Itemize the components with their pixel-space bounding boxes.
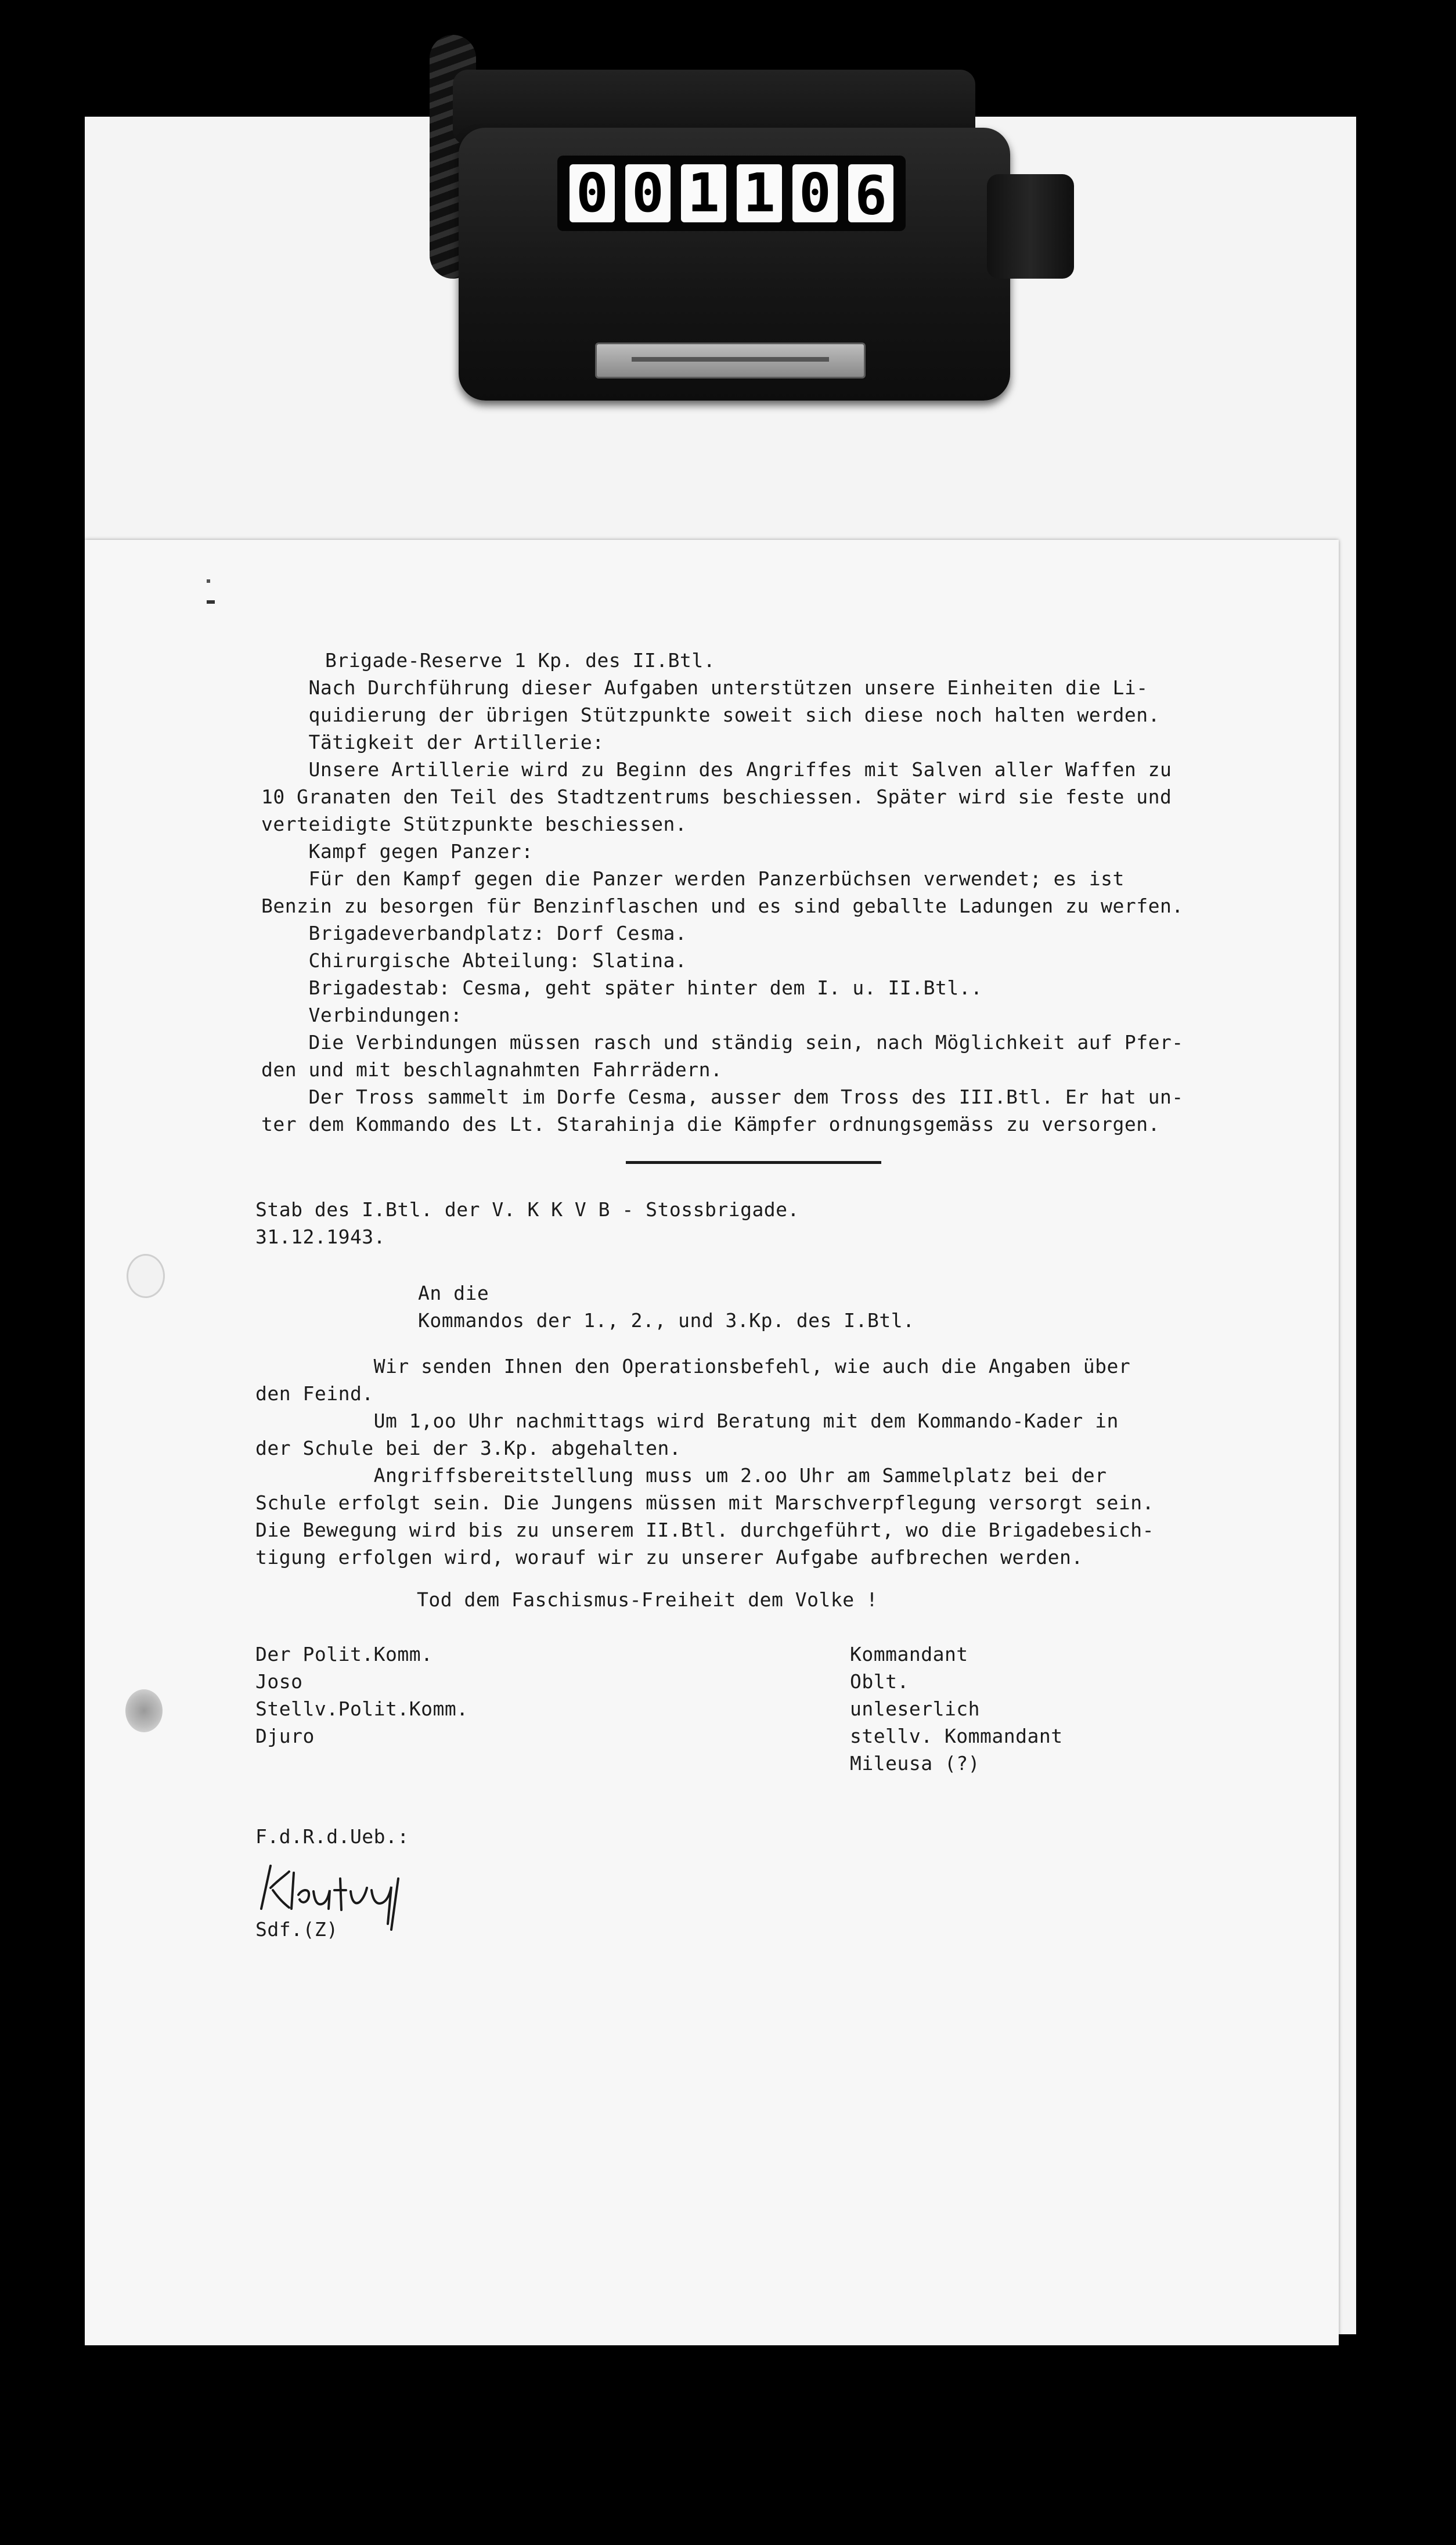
counter-digit: 1 — [681, 164, 726, 222]
letter-header: Stab des I.Btl. der V. K K V B - Stossbrigade. — [255, 1198, 799, 1221]
signature-line: Kommandant — [850, 1643, 968, 1666]
signature-line: Joso — [255, 1670, 303, 1693]
punch-hole — [125, 1689, 163, 1732]
reference-label: Sdf.(Z) — [255, 1918, 338, 1941]
signature-line: Stellv.Polit.Komm. — [255, 1697, 468, 1720]
text-line: ter dem Kommando des Lt. Starahinja die Kämpfer ordnungsgemäss zu versorgen. — [261, 1113, 1160, 1135]
page-mark — [207, 600, 215, 604]
counter-digit: 0 — [792, 164, 838, 222]
counter-digit: 9 — [848, 164, 893, 222]
text-line: der Schule bei der 3.Kp. abgehalten. — [255, 1437, 682, 1459]
text-line: den und mit beschlagnahmten Fahrrädern. — [261, 1058, 723, 1081]
counter-digit: 0 — [625, 164, 671, 222]
signature-line: Oblt. — [850, 1670, 909, 1693]
text-line: Verbindungen: — [261, 1004, 463, 1026]
text-line: Brigadeverbandplatz: Dorf Cesma. — [261, 922, 687, 945]
text-line: Wir senden Ihnen den Operationsbefehl, wie auch die Angaben über — [255, 1355, 1131, 1378]
text-line: Nach Durchführung dieser Aufgaben unterstützen unsere Einheiten die Li- — [261, 676, 1148, 699]
counter-knob — [987, 174, 1074, 279]
page-mark — [207, 579, 210, 583]
text-line: tigung erfolgen wird, worauf wir zu unserer Aufgabe aufbrechen werden. — [255, 1546, 1083, 1569]
signature-line: unleserlich — [850, 1697, 981, 1720]
text-line: 10 Granaten den Teil des Stadtzentrums beschiessen. Später wird sie feste und — [261, 785, 1172, 808]
punch-hole — [127, 1254, 165, 1298]
text-line: Schule erfolgt sein. Die Jungens müssen mit Marschverpflegung versorgt sein. — [255, 1491, 1154, 1514]
signature-line: Djuro — [255, 1725, 315, 1747]
text-line: Der Tross sammelt im Dorfe Cesma, ausser dem Tross des III.Btl. Er hat un- — [261, 1086, 1184, 1108]
text-line: Die Verbindungen müssen rasch und ständig sein, nach Möglichkeit auf Pfer- — [261, 1031, 1184, 1054]
signature-line: Der Polit.Komm. — [255, 1643, 433, 1666]
text-line: Chirurgische Abteilung: Slatina. — [261, 949, 687, 972]
counter-digit: 0 — [570, 164, 615, 222]
address-line: Kommandos der 1., 2., und 3.Kp. des I.Btl. — [418, 1309, 915, 1332]
address-line: An die — [418, 1282, 489, 1304]
text-line: Für den Kampf gegen die Panzer werden Panzerbüchsen verwendet; es ist — [261, 867, 1125, 890]
text-line: Die Bewegung wird bis zu unserem II.Btl. durchgeführt, wo die Brigadebesich- — [255, 1519, 1154, 1541]
counter-nameplate — [595, 343, 866, 378]
counter-display — [557, 156, 906, 231]
signature-line: stellv. Kommandant — [850, 1725, 1063, 1747]
text-line: verteidigte Stützpunkte beschiessen. — [261, 813, 687, 835]
signature-line: Mileusa (?) — [850, 1752, 981, 1775]
text-line: Angriffsbereitstellung muss um 2.oo Uhr am Sammelplatz bei der — [255, 1464, 1107, 1487]
text-line: Tätigkeit der Artillerie: — [261, 731, 604, 754]
text-line: Um 1,oo Uhr nachmittags wird Beratung mit dem Kommando-Kader in — [255, 1410, 1119, 1432]
text-line: Benzin zu besorgen für Benzinflaschen und es sind geballte Ladungen zu werfen. — [261, 895, 1184, 917]
salutation: Tod dem Faschismus-Freiheit dem Volke ! — [417, 1588, 878, 1611]
section-divider — [626, 1161, 881, 1164]
text-line: quidierung der übrigen Stützpunkte soweit sich diese noch halten werden. — [261, 704, 1160, 726]
letter-date: 31.12.1943. — [255, 1225, 386, 1248]
text-line: Brigade-Reserve 1 Kp. des II.Btl. — [325, 649, 716, 672]
counter-digit: 1 — [737, 164, 782, 222]
text-line: Unsere Artillerie wird zu Beginn des Angriffes mit Salven aller Waffen zu — [261, 758, 1172, 781]
text-line: Kampf gegen Panzer: — [261, 840, 534, 863]
certification-label: F.d.R.d.Ueb.: — [255, 1825, 409, 1848]
text-line: den Feind. — [255, 1382, 374, 1405]
text-line: Brigadestab: Cesma, geht später hinter dem I. u. II.Btl.. — [261, 976, 983, 999]
